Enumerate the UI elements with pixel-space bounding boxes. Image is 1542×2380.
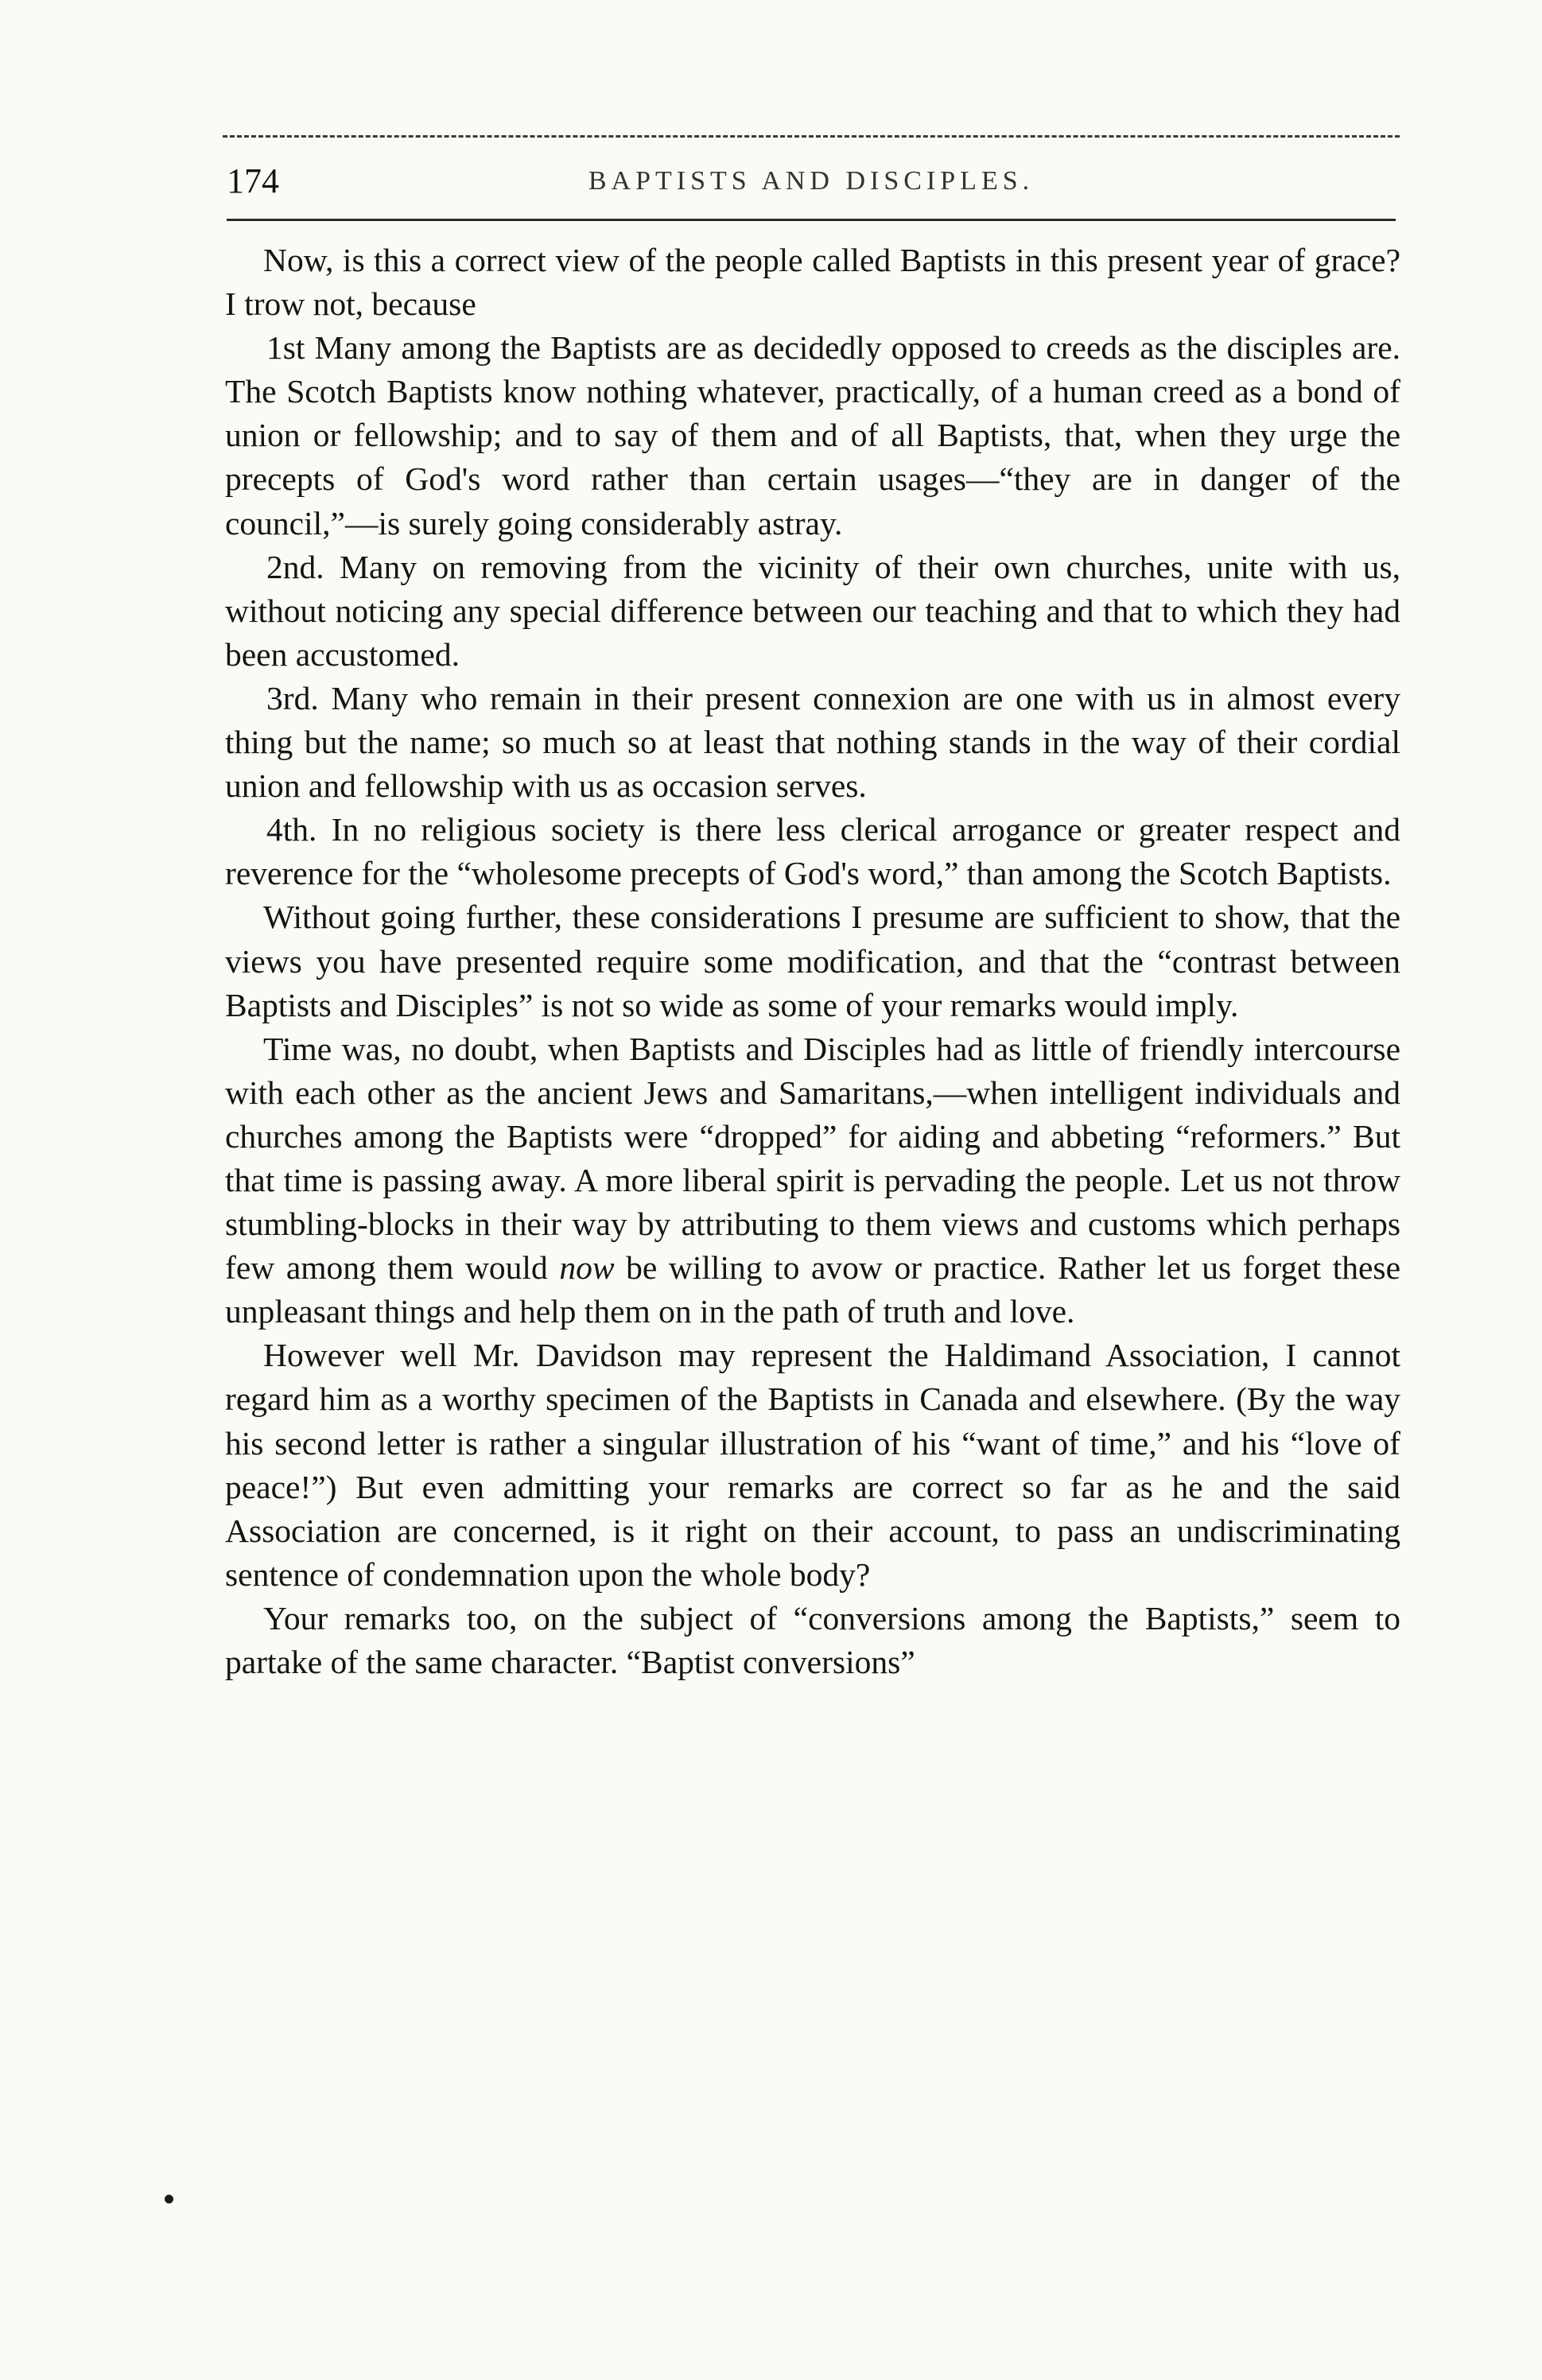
paragraph: Without going further, these considerations I presume are sufficient to show, that the views you have presented require some modification, and that the “contrast between Baptists and Disciples” is not so wide as some of your remarks would imply. (225, 899, 1400, 1023)
header-rule (227, 219, 1396, 221)
page-header (227, 157, 1396, 205)
paragraph-point-3: 3rd. Many who remain in their present connexion are one with us in almost every thing but the name; so much so at least that nothing stands in the way of their cordial union and fellowship with us as occasion serves. (225, 679, 1400, 805)
body-text (225, 239, 1400, 1684)
paragraph (225, 1027, 1400, 1334)
emphasis-text: now (559, 1249, 615, 1287)
paragraph-text: be willing to avow or practice. Rather let us forget these unpleasant things and help them on in the path of truth and love. (225, 1249, 1400, 1330)
top-border-rule (223, 135, 1400, 138)
running-head: BAPTISTS AND DISCIPLES. (588, 166, 1035, 196)
paragraph: Your remarks too, on the subject of “conversions among the Baptists,” seem to partake of the same character. “Baptist conversions” (225, 1599, 1400, 1680)
page-number: 174 (227, 161, 279, 200)
paragraph: Now, is this a correct view of the people called Baptists in this present year of grace? I trow not, because (225, 242, 1400, 323)
paragraph-text: Time was, no doubt, when Baptists and Disciples had as little of friendly intercourse with each other as the ancient Jews and Samaritans,—when intelligent individuals and churches among the Baptists were “dropped” for aiding and abbeting “reformers.” But that time is passing away. A more liberal spirit is pervading the people. Let us not throw stumbling-blocks in their way by attributing to them views and customs which perhaps few among them would (225, 1030, 1400, 1287)
paragraph-point-2: 2nd. Many on removing from the vicinity of their own churches, unite with us, without noticing any special difference between our teaching and that to which they had been accustomed. (225, 548, 1400, 673)
paragraph-point-4: 4th. In no religious society is there less clerical arrogance or greater respect and reverence for the “wholesome precepts of God's word,” than among the Scotch Baptists. (225, 811, 1400, 892)
paragraph: However well Mr. Davidson may represent the Haldimand Association, I cannot regard him as a worthy specimen of the Baptists in Canada and elsewhere. (By the way his second letter is rather a singular illustration of his “want of time,” and his “love of peace!”) But even admitting your remarks are correct so far as he and the said Association are concerned, is it right on their account, to pass an undiscriminating sentence of condemnation upon the whole body? (225, 1337, 1400, 1593)
margin-dot-mark (165, 2195, 173, 2203)
paragraph-point-1: 1st Many among the Baptists are as decidedly opposed to creeds as the disciples are. The Scotch Baptists know nothing whatever, practically, of a human creed as a bond of union or fellowship; and to say of them and of all Baptists, that, when they urge the precepts of God's word rather than certain usages—“they are in danger of the council,”—is surely going considerably astray. (225, 329, 1400, 542)
